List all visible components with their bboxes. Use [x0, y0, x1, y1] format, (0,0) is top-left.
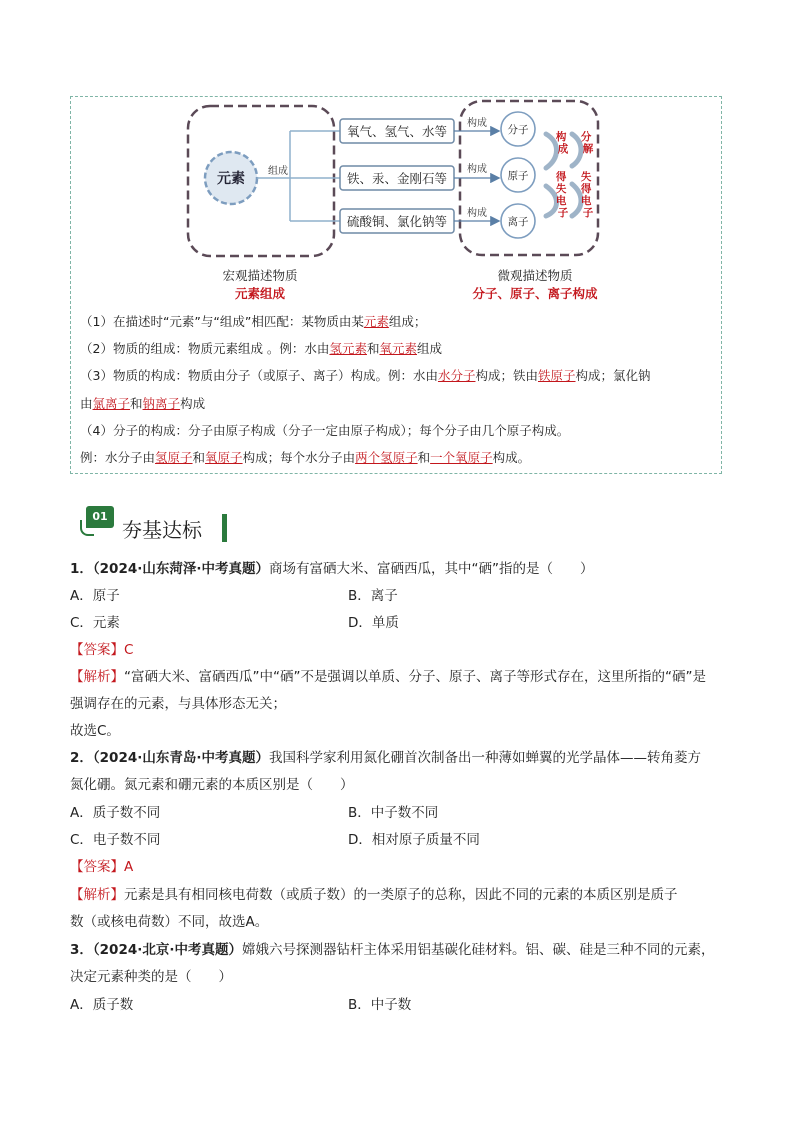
- q2-option-c: C．电子数不同: [70, 832, 161, 848]
- construct-label-1: 构成: [467, 118, 487, 129]
- substance-2: 铁、汞、金刚石等: [346, 171, 448, 186]
- note-text: （1）在描述时“元素”与“组成”相匹配：某物质由某: [80, 314, 364, 329]
- note-keyword: 氢原子: [155, 450, 193, 465]
- section-badge: 01: [86, 506, 114, 528]
- note-keyword: 铁原子: [538, 368, 576, 383]
- note-text: （3）物质的构成：物质由分子（或原子、离子）构成。例：水由: [80, 368, 438, 383]
- note-text: 构成；铁由: [475, 368, 538, 383]
- construct-label-3: 构成: [467, 208, 487, 219]
- vlabel-construct: 构 成: [555, 131, 569, 155]
- note-keyword: 元素: [363, 314, 389, 329]
- note-keyword: 氧原子: [205, 450, 243, 465]
- question-number: 2．: [70, 750, 93, 766]
- section-header: [86, 506, 236, 544]
- question-number: 3．: [70, 942, 93, 958]
- note-keyword: 钠离子: [142, 396, 181, 411]
- note-4: （4）分子的构成：分子由原子构成（分子一定由原子构成）；每个分子由几个原子构成。: [80, 423, 570, 438]
- q1-option-b: B．离子: [348, 588, 398, 604]
- note-keyword: 水分子: [437, 368, 476, 383]
- particle-atom: 原子: [507, 170, 529, 182]
- question-source: （2024·山东菏泽·中考真题）: [92, 561, 269, 577]
- question-3-cont: 决定元素种类的是（ ）: [70, 969, 232, 985]
- note-2: [80, 339, 712, 359]
- element-label: 元素: [217, 171, 245, 187]
- q1-answer: 【答案】C: [70, 642, 134, 658]
- note-text: 构成；每个水分子由: [242, 450, 356, 465]
- vlabel-lose-gain: 失 得 电 子: [580, 171, 594, 219]
- note-text: 和: [417, 450, 431, 465]
- macro-subcaption: 元素组成: [234, 286, 285, 301]
- q1-option-d: D．单质: [348, 615, 399, 631]
- compose-label: 组成: [268, 166, 288, 177]
- note-keyword: 两个氢原子: [355, 450, 418, 465]
- vlabel-decompose: 分 解: [580, 131, 594, 155]
- vlabel-gain-lose: 得 失 电 子: [555, 171, 569, 219]
- micro-subcaption: 分子、原子、离子构成: [472, 286, 598, 301]
- question-2-cont: 氮化硼。氮元素和硼元素的本质区别是（ ）: [70, 777, 354, 793]
- question-source: （2024·北京·中考真题）: [92, 942, 242, 958]
- construct-label-2: 构成: [467, 164, 487, 175]
- q2-analysis: [70, 882, 678, 909]
- question-number: 1．: [70, 561, 93, 577]
- note-keyword: 氢元素: [329, 341, 367, 356]
- q1-option-c: C．元素: [70, 615, 120, 631]
- section-title: 夯基达标: [122, 518, 202, 542]
- note-text: 例：水分子由: [80, 450, 156, 465]
- note-text: 构成；氯化钠: [575, 368, 651, 383]
- macro-caption: 宏观描述物质: [222, 268, 298, 283]
- q1-analysis: [70, 664, 706, 691]
- note-keyword: 一个氧原子: [430, 450, 493, 465]
- particle-molecule: 分子: [507, 124, 529, 136]
- concept-diagram: [0, 0, 794, 300]
- substance-1: 氧气、氢气、水等: [346, 124, 448, 139]
- analysis-text: “富硒大米、富硒西瓜”中“硒”不是强调以单质、分子、原子、离子等形式存在，这里所指的“硒”是: [124, 669, 706, 685]
- curve-arrow-left-up: [546, 134, 557, 168]
- note-text: 构成: [180, 396, 206, 411]
- q2-option-d: D．相对原子质量不同: [348, 832, 480, 848]
- question-text: 商场有富硒大米、富硒西瓜，其中“硒”指的是（ ）: [269, 561, 594, 577]
- note-3-cont: [80, 394, 712, 414]
- curve-arrow-left-down: [546, 186, 557, 216]
- q2-answer: 【答案】A: [70, 859, 134, 875]
- q2-option-a: A．质子数不同: [70, 805, 161, 821]
- note-text: 组成: [416, 341, 442, 356]
- note-text: 和: [366, 341, 380, 356]
- note-text: 构成。: [492, 450, 531, 465]
- q1-analysis-3: 故选C。: [70, 723, 120, 739]
- q2-option-b: B．中子数不同: [348, 805, 439, 821]
- note-text: 由: [80, 396, 93, 411]
- q3-option-b: B．中子数: [348, 997, 412, 1013]
- note-keyword: 氯离子: [92, 396, 131, 411]
- curve-arrow-right-up: [572, 134, 581, 166]
- q1-analysis-2: 强调存在的元素，与具体形态无关；: [70, 696, 286, 712]
- question-text: 嫦娥六号探测器钻杆主体采用铝基碳化硅材料。铝、碳、硅是三种不同的元素，: [242, 942, 715, 958]
- note-1: [80, 312, 712, 332]
- analysis-tag: 【解析】: [70, 887, 124, 903]
- analysis-tag: 【解析】: [70, 669, 124, 685]
- section-bar: [222, 514, 227, 542]
- substance-3: 硫酸铜、氯化钠等: [346, 214, 448, 229]
- question-1: [70, 556, 594, 583]
- note-text: 组成；: [388, 314, 427, 329]
- note-keyword: 氧元素: [379, 341, 417, 356]
- note-text: 和: [192, 450, 206, 465]
- micro-caption: 微观描述物质: [497, 268, 573, 283]
- note-text: （2）物质的组成：物质元素组成 。例：水由: [80, 341, 330, 356]
- particle-ion: 离子: [507, 216, 529, 228]
- note-text: 和: [130, 396, 143, 411]
- analysis-text: 元素是具有相同核电荷数（或质子数）的一类原子的总称，因此不同的元素的本质区别是质子: [124, 887, 678, 903]
- q1-option-a: A．原子: [70, 588, 120, 604]
- curve-arrow-right-down: [572, 184, 581, 216]
- question-source: （2024·山东青岛·中考真题）: [92, 750, 269, 766]
- note-3: [80, 366, 712, 386]
- question-3: [70, 937, 715, 964]
- q3-option-a: A．质子数: [70, 997, 134, 1013]
- question-2: [70, 745, 701, 772]
- q2-analysis-2: 数（或核电荷数）不同，故选A。: [70, 914, 269, 930]
- note-5: [80, 448, 712, 468]
- question-text: 我国科学家利用氮化硼首次制备出一种薄如蝉翼的光学晶体——转角菱方: [269, 750, 701, 766]
